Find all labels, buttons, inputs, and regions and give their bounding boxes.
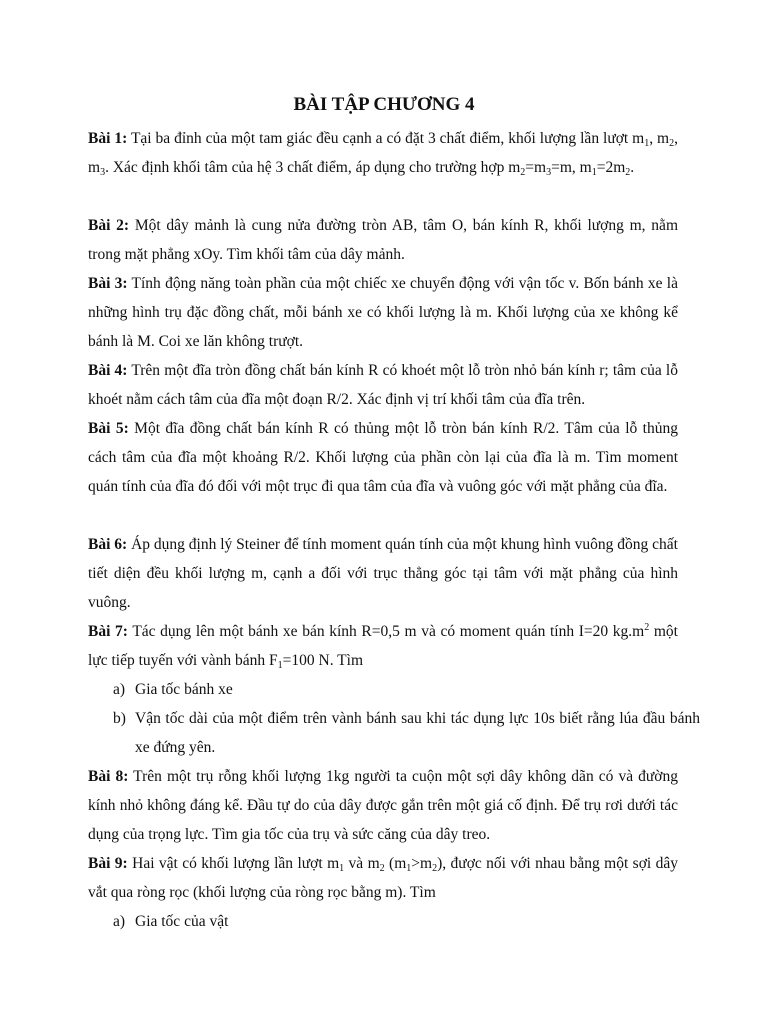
exercise-9-subscript: 2	[379, 863, 385, 874]
exercise-1-label: Bài 1:	[88, 130, 128, 147]
exercise-6	[88, 530, 678, 617]
exercise-1-subscript: 1	[591, 167, 597, 178]
exercise-8	[88, 762, 678, 849]
exercise-4-text: Trên một đĩa tròn đồng chất bán kính R có khoét một lỗ tròn nhỏ bán kính r; tâm của lỗ khoét nằm cách tâm của đĩa một đoạn R/2. Xác định vị trí khối tâm của đĩa trên.	[88, 362, 678, 408]
exercise-2-text: Một dây mảnh là cung nửa đường tròn AB, tâm O, bán kính R, khối lượng m, nằm trong mặt phẳng xOy. Tìm khối tâm của dây mảnh.	[88, 217, 678, 263]
exercise-1-subscript: 1	[644, 138, 650, 149]
exercise-4-label: Bài 4:	[88, 362, 128, 379]
exercise-7-item-b	[113, 704, 700, 762]
exercise-3	[88, 269, 678, 356]
page-title: BÀI TẬP CHƯƠNG 4	[293, 94, 475, 115]
exercise-7-subscript: 1	[277, 660, 283, 671]
exercise-9-text: ), được nối với nhau bằng một sợi dây vắt qua ròng rọc (khối lượng của ròng rọc bằng m). Tìm	[88, 855, 678, 901]
exercise-9-item-a	[113, 907, 700, 936]
exercise-1-text: .	[630, 159, 635, 176]
exercise-9	[88, 849, 678, 907]
list-marker: b)	[113, 710, 126, 727]
list-marker: a)	[113, 913, 126, 930]
exercise-1-text: . Xác định khối tâm của hệ 3 chất điểm, áp dụng cho trường hợp m	[105, 159, 521, 176]
exercise-3-label: Bài 3:	[88, 275, 128, 292]
exercise-8-text: Trên một trụ rỗng khối lượng 1kg người ta cuộn một sợi dây không dãn có và đường kính nhỏ không đáng kể. Đầu tự do của dây được gắn trên một giá cố định. Để trụ rơi dưới tác dụng của trọng lực. Tìm gia tốc của trụ và sức căng của dây treo.	[88, 768, 679, 843]
list-item-text: Gia tốc bánh xe	[135, 681, 233, 698]
exercise-1-subscript: 3	[100, 167, 106, 178]
exercise-5-label: Bài 5:	[88, 420, 129, 437]
exercise-7-item-a	[113, 675, 700, 704]
exercise-5-text: Một đĩa đồng chất bán kính R có thủng một lỗ tròn bán kính R/2. Tâm của lỗ thủng cách tâm của đĩa một khoảng R/2. Khối lượng của phần còn lại của đĩa là m. Tìm moment quán tính của đĩa đó đối với một trục đi qua tâm của đĩa và vuông góc với mặt phẳng của đĩa.	[88, 420, 678, 495]
exercise-1-text: Tại ba đỉnh của một tam giác đều cạnh a có đặt 3 chất điểm, khối lượng lần lượt m	[127, 130, 645, 147]
exercise-9-subscript: 1	[339, 863, 345, 874]
list-item-text: Vận tốc dài của một điểm trên vành bánh sau khi tác dụng lực 10s biết rằng lúa đầu bánh xe đứng yên.	[135, 710, 700, 756]
exercise-1-text: =m, m	[551, 159, 592, 176]
exercise-1-text: , m	[649, 130, 670, 147]
exercise-7-text: một lực tiếp tuyến với vành bánh F	[88, 623, 678, 669]
exercise-9-subscript: 2	[432, 863, 438, 874]
list-marker: a)	[113, 681, 126, 698]
exercise-4	[88, 356, 678, 414]
exercise-7-label: Bài 7:	[88, 623, 128, 640]
exercise-7	[88, 617, 678, 675]
exercise-9-subscript: 1	[406, 863, 412, 874]
exercise-9-label: Bài 9:	[88, 855, 128, 872]
exercise-7-text: Tác dụng lên một bánh xe bán kính R=0,5 m và có moment quán tính I=20 kg.m	[127, 623, 645, 640]
exercise-1-subscript: 2	[625, 167, 631, 178]
exercise-9-text: (m	[384, 855, 407, 872]
exercise-1-subscript: 3	[546, 167, 552, 178]
exercise-1-text: =2m	[596, 159, 626, 176]
exercise-6-label: Bài 6:	[88, 536, 128, 553]
exercise-3-text: Tính động năng toàn phần của một chiếc xe chuyển động với vận tốc v. Bốn bánh xe là những hình trụ đặc đồng chất, mỗi bánh xe có khối lượng là m. Khối lượng của xe không kể bánh là M. Coi xe lăn không trượt.	[88, 275, 678, 350]
exercise-1-subscript: 2	[669, 138, 675, 149]
exercise-2	[88, 211, 678, 269]
exercise-5	[88, 414, 678, 501]
exercise-8-label: Bài 8:	[88, 768, 129, 785]
exercise-1-text: =m	[525, 159, 547, 176]
exercise-7-superscript: 2	[644, 622, 650, 633]
exercise-9-text: >m	[411, 855, 433, 872]
exercise-1	[88, 124, 678, 182]
exercise-6-text: Áp dụng định lý Steiner để tính moment quán tính của một khung hình vuông đồng chất tiết diện đều khối lượng m, cạnh a đối với trục thẳng góc tại tâm với mặt phẳng của hình vuông.	[88, 536, 678, 611]
list-item-text: Gia tốc của vật	[135, 913, 229, 930]
exercise-1-text: , m	[88, 130, 678, 176]
exercise-9-text: Hai vật có khối lượng lần lượt m	[127, 855, 340, 872]
exercise-9-text: và m	[344, 855, 380, 872]
exercise-7-text: =100 N. Tìm	[282, 652, 364, 669]
exercise-1-subscript: 2	[520, 167, 526, 178]
exercise-2-label: Bài 2:	[88, 217, 130, 234]
